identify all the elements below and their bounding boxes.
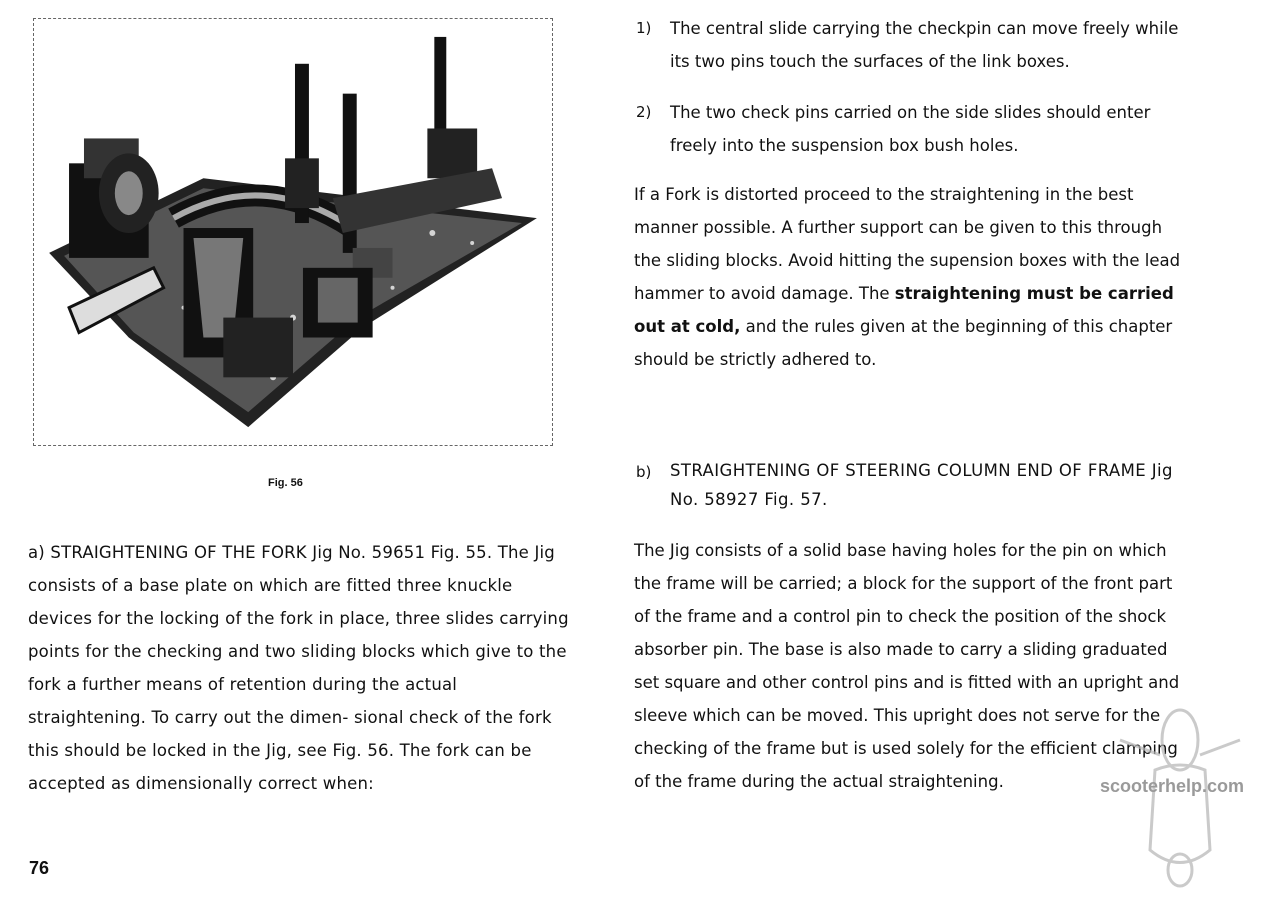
left-column (28, 536, 580, 800)
figure-caption: Fig. 56 (268, 477, 303, 489)
list-text: The central slide carrying the checkpin can move freely while its two pins touch the surfaces of the link boxes. (670, 19, 1179, 71)
heading-number: b) (636, 463, 652, 481)
list-number: 2) (636, 103, 652, 121)
list-text: The two check pins carried on the side slides should enter freely into the suspension box bush holes. (670, 103, 1151, 155)
figure-56-image (33, 18, 553, 446)
para-text-end: and the rules given at the beginning of this chapter should be strictly adhered to. (634, 317, 1173, 369)
watermark-text: scooterhelp.com (1100, 776, 1245, 796)
page-number: 76 (29, 858, 50, 878)
steering-column-paragraph: The Jig consists of a solid base having holes for the pin on which the frame will be carried; a block for the support of the front part of the frame and a control pin to check the position of the shock absorber pin. The base is also made to carry a sliding graduated set square and other control pins and is fitted with an upright and sleeve which can be moved. This upright does not serve for the checking of the frame but is used solely for the efficient clamping of the frame during the actual straightening. (634, 541, 1180, 791)
distorted-fork-paragraph (634, 178, 1186, 376)
list-item-2 (636, 96, 1184, 162)
section-heading-b (636, 456, 1184, 514)
fork-straightening-paragraph: a) STRAIGHTENING OF THE FORK Jig No. 59651 Fig. 55. The Jig consists of a base plate on which are fitted three knuckle devices for the locking of the fork in place, three slides carrying points for the checking and two sliding blocks which give to the fork a further means of retention during the actual straightening. To carry out the dimen- sional check of the fork this should be locked in the Jig, see Fig. 56. The fork can be accepted as dimensionally correct when: (28, 543, 569, 793)
heading-text: STRAIGHTENING OF STEERING COLUMN END OF FRAME Jig No. 58927 Fig. 57. (670, 461, 1173, 509)
para-text-start: If a Fork is distorted proceed to the straightening in the best manner possible. A further support can be given to this through the sliding blocks. Avoid hitting the supension boxes with the lead hammer to avoid damage. The (634, 185, 1181, 303)
list-number: 1) (636, 19, 652, 37)
jig-illustration (34, 19, 552, 445)
para-text-bold: straightening must be carried out at cold, (634, 284, 1174, 336)
list-item-1 (636, 12, 1184, 78)
